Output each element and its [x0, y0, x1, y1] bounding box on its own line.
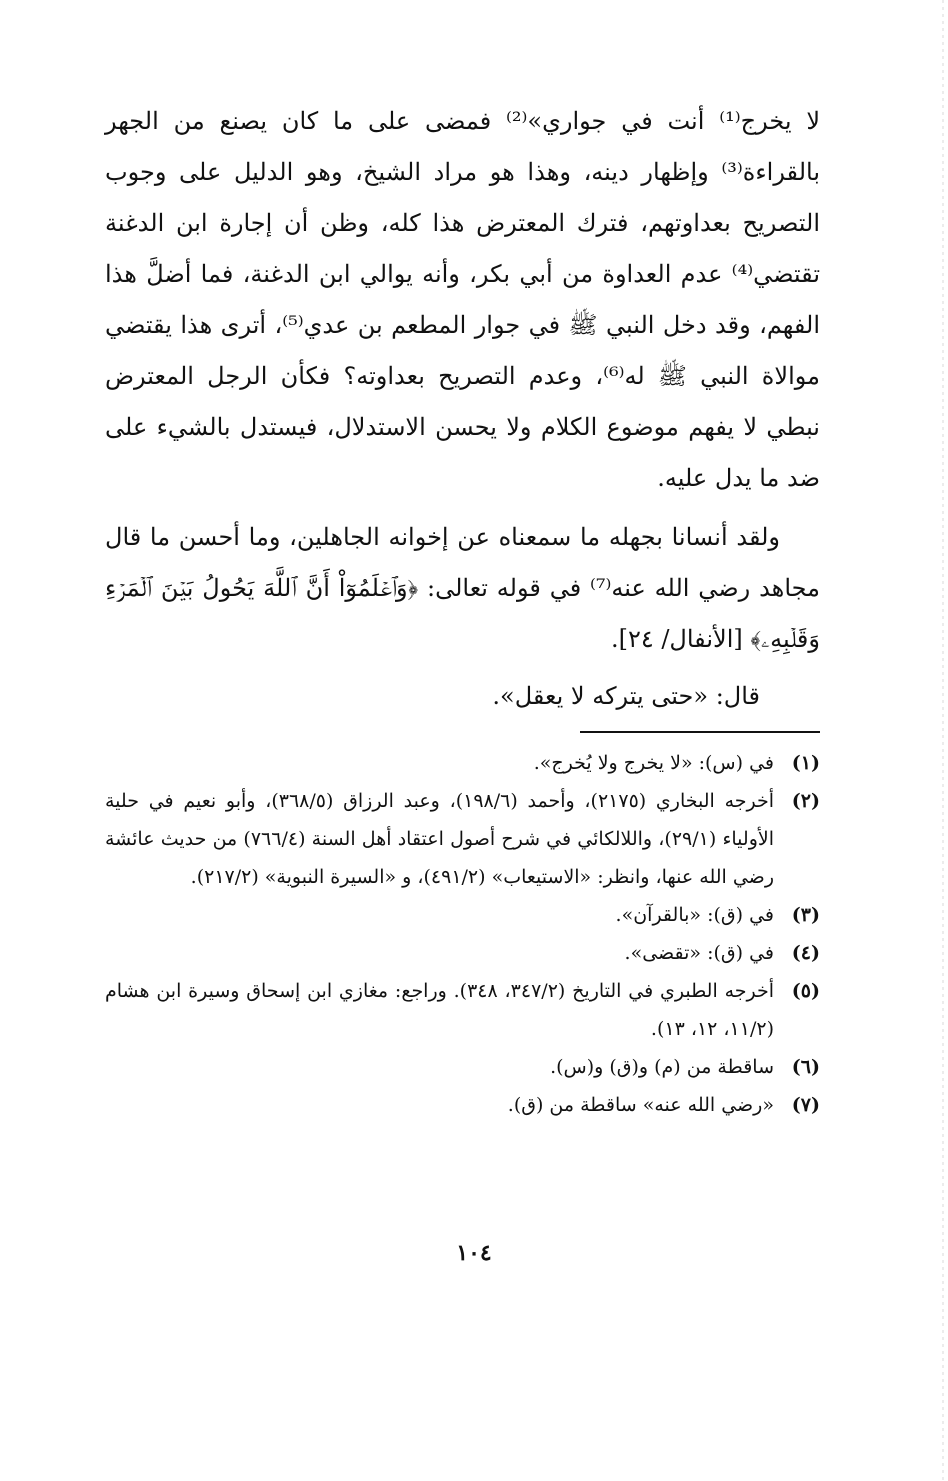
footnote-item [105, 744, 820, 782]
footnote-number: (١) [791, 752, 820, 774]
main-text-block [105, 96, 820, 722]
footnote-number: (٥) [791, 980, 820, 1002]
paragraph-2: ولقد أنسانا بجهله ما سمعناه عن إخوانه الجاهلين، وما أحسن ما قال مجاهد رضي الله عنه⁽⁷⁾ في قوله تعالى: ﴿وَٱعۡلَمُوٓاْ أَنَّ ٱللَّهَ يَحُولُ بَيۡنَ ٱلۡمَرۡءِ وَقَلۡبِهِۦ﴾ [الأنفال/ ٢٤]. [105, 523, 820, 653]
footnotes-list [105, 744, 820, 1124]
quote-line: قال: «حتى يتركه لا يعقل». [492, 682, 760, 710]
footnote-item [105, 1048, 820, 1086]
footnote-number: (٤) [791, 942, 820, 964]
footnote-text: أخرجه الطبري في التاريخ (٣٤٧/٢، ٣٤٨). وراجع: مغازي ابن إسحاق وسيرة ابن هشام (١١/٢، ١٢، ١٣). [105, 980, 775, 1040]
footnote-item [105, 782, 820, 896]
scan-edge-artifact [942, 0, 944, 1481]
footnote-text: ساقطة من (م) و(ق) و(س). [550, 1056, 774, 1078]
footnote-text: في (س): «لا يخرج ولا يُخرج». [533, 752, 774, 774]
footnote-number: (٧) [791, 1094, 820, 1116]
footnote-number: (٦) [791, 1056, 820, 1078]
footnote-number: (٢) [791, 790, 820, 812]
page-number: ١٠٤ [456, 1240, 492, 1266]
footnote-item [105, 972, 820, 1048]
footnote-divider [580, 731, 820, 733]
footnote-text: أخرجه البخاري (٢١٧٥)، وأحمد (١٩٨/٦)، وعبد الرزاق (٣٦٨/٥)، وأبو نعيم في حلية الأولياء (٢٩/١)، واللالكائي في شرح أصول اعتقاد أهل السنة (٧٦٦/٤) من حديث عائشة رضي الله عنها، وانظر: «الاستيعاب» (٤٩١/٢)، و «السيرة النبوية» (٢١٧/٢). [105, 790, 775, 888]
footnote-item [105, 934, 820, 972]
footnote-text: في (ق): «بالقرآن». [615, 904, 774, 926]
footnote-item [105, 896, 820, 934]
footnote-text: «رضي الله عنه» ساقطة من (ق). [507, 1094, 774, 1116]
paragraph-1: لا يخرج⁽¹⁾ أنت في جواري»⁽²⁾ فمضى على ما كان يصنع من الجهر بالقراءة⁽³⁾ وإظهار دينه، وهذا هو مراد الشيخ، وهو الدليل على وجوب التصريح بعداوتهم، فترك المعترض هذا كله، وظن أن إجارة ابن الدغنة تقتضي⁽⁴⁾ عدم العداوة من أبي بكر، وأنه يوالي ابن الدغنة، فما أضلَّ هذا الفهم، وقد دخل النبي ﷺ في جوار المطعم بن عدي⁽⁵⁾، أترى هذا يقتضي موالاة النبي ﷺ له⁽⁶⁾، وعدم التصريح بعداوته؟ فكأن الرجل المعترض نبطي لا يفهم موضوع الكلام ولا يحسن الاستدلال، فيستدل بالشيء على ضد ما يدل عليه. [105, 107, 821, 492]
footnote-text: في (ق): «تقضى». [624, 942, 774, 964]
footnote-item [105, 1086, 820, 1124]
footnote-number: (٣) [791, 904, 820, 926]
